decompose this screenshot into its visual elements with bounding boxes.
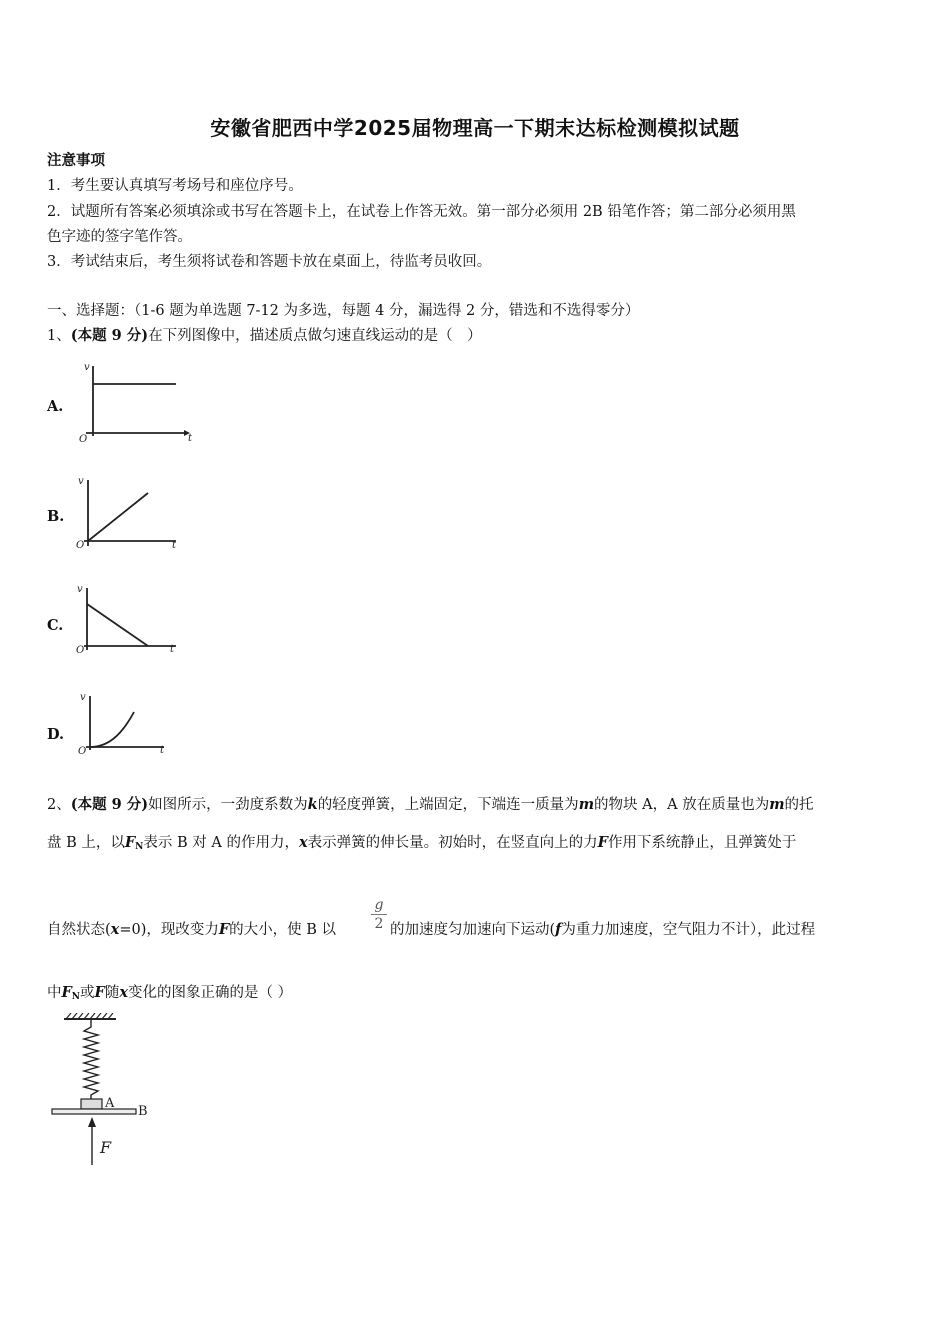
- tray-b: [52, 1109, 136, 1114]
- notice-item-1: 1．考生要认真填写考场号和座位序号。: [47, 178, 303, 194]
- option-b-graph: [76, 474, 186, 554]
- var-m: m: [769, 796, 785, 813]
- axis-t-label: t: [172, 540, 177, 551]
- question-score: (本题 9 分): [70, 796, 149, 813]
- text-segment: 或: [80, 985, 95, 1001]
- axis-t-label: t: [160, 745, 165, 756]
- text-segment: 的轻度弹簧，上端固定，下端连一质量为: [317, 797, 579, 813]
- graph-line: [87, 604, 148, 646]
- text-segment: 为重力加速度，空气阻力不计），此过程: [561, 922, 816, 938]
- text-segment: 作用下系统静止，且弹簧处于: [607, 835, 797, 851]
- label-b: B: [138, 1104, 148, 1119]
- notice-item-3: 3．考试结束后，考生须将试卷和答题卡放在桌面上，待监考员收回。: [47, 254, 492, 270]
- notice-item-2-line-1: 2．试题所有答案必须填涂或书写在答题卡上，在试卷上作答无效。第一部分必须用 2B 铅笔作答；第二部分必须用黑: [47, 204, 796, 220]
- option-a-label: A.: [47, 398, 64, 415]
- notice-heading: 注意事项: [47, 152, 105, 169]
- text-segment: 的加速度匀加速向下运动(: [390, 922, 556, 938]
- var-F: F: [61, 984, 72, 1001]
- question-2-line-2: [47, 833, 796, 857]
- subscript-N: N: [71, 992, 81, 1002]
- spring: [84, 1019, 98, 1099]
- notice-item-2-line-2: 色字迹的签字笔作答。: [47, 229, 192, 245]
- text-segment: 表示 B 对 A 的作用力，: [143, 835, 299, 851]
- var-x: x: [298, 834, 308, 851]
- origin-label: O: [79, 434, 88, 444]
- axis-v-label: v: [78, 476, 84, 487]
- var-x: x: [119, 984, 128, 1001]
- var-x: x: [110, 921, 120, 938]
- option-a-graph: [76, 358, 194, 444]
- spring-figure: [48, 1013, 160, 1173]
- block-a: [81, 1099, 102, 1109]
- fraction-numerator: g: [374, 897, 384, 913]
- question-2-line-3-cont: [390, 920, 815, 940]
- var-m: m: [578, 796, 595, 813]
- text-segment: 表示弹簧的伸长量。初始时，在竖直向上的力: [307, 835, 598, 851]
- text-segment: 的大小，使 B 以: [229, 922, 337, 938]
- question-number: 2、: [47, 797, 71, 813]
- question-text: 在下列图像中，描述质点做匀速直线运动的是（ ）: [148, 328, 482, 344]
- axis-t-label: t: [188, 433, 193, 444]
- section-1-heading: 一、选择题：（1-6 题为单选题 7-12 为多选，每题 4 分，漏选得 2 分，错选和不选得零分）: [47, 303, 640, 319]
- text-segment: 的物块 A，A 放在质量也为: [594, 797, 770, 813]
- fraction-g-over-2: [371, 896, 387, 933]
- option-c-label: C.: [47, 617, 64, 634]
- subscript-N: N: [135, 842, 144, 852]
- question-2-line-3: [47, 920, 336, 940]
- text-segment: 如图所示，一劲度系数为: [148, 797, 308, 813]
- question-2-line-1: [47, 795, 814, 815]
- var-F: F: [597, 834, 608, 851]
- fraction-denominator: 2: [371, 914, 387, 933]
- origin-label: O: [76, 540, 85, 551]
- text-segment: 的托: [784, 797, 814, 813]
- option-b-label: B.: [47, 508, 65, 525]
- graph-curve: [90, 712, 134, 747]
- text-segment: 变化的图象正确的是（ ）: [127, 985, 293, 1001]
- var-F: F: [218, 921, 230, 938]
- option-d-label: D.: [47, 726, 65, 743]
- option-d-graph: [76, 690, 186, 760]
- option-c-graph: [76, 582, 186, 662]
- question-number: 1、: [47, 328, 71, 344]
- text-segment: 盘 B 上，以: [47, 835, 125, 851]
- question-score: (本题 9 分): [70, 327, 149, 344]
- var-F: F: [94, 984, 105, 1001]
- axis-v-label: v: [84, 362, 90, 373]
- text-segment: 随: [104, 985, 120, 1001]
- axis-v-label: v: [80, 692, 86, 703]
- label-a: A: [105, 1096, 115, 1111]
- graph-line: [88, 493, 148, 541]
- origin-label: O: [76, 645, 85, 656]
- page-title: 安徽省肥西中学2025届物理高一下期末达标检测模拟试题: [210, 116, 740, 140]
- axis-t-label: t: [170, 644, 175, 655]
- force-arrowhead: [88, 1117, 96, 1127]
- origin-label: O: [78, 746, 87, 757]
- text-segment: =0)，现改变力: [119, 922, 219, 938]
- axis-v-label: v: [77, 584, 83, 595]
- label-f: F: [100, 1138, 112, 1157]
- text-segment: 中: [47, 985, 62, 1001]
- var-k: k: [307, 796, 318, 813]
- var-f: f: [555, 921, 562, 938]
- question-2-line-4: [47, 983, 292, 1007]
- var-F: F: [124, 834, 136, 851]
- question-1-stem: [47, 326, 482, 346]
- text-segment: 自然状态(: [47, 922, 111, 938]
